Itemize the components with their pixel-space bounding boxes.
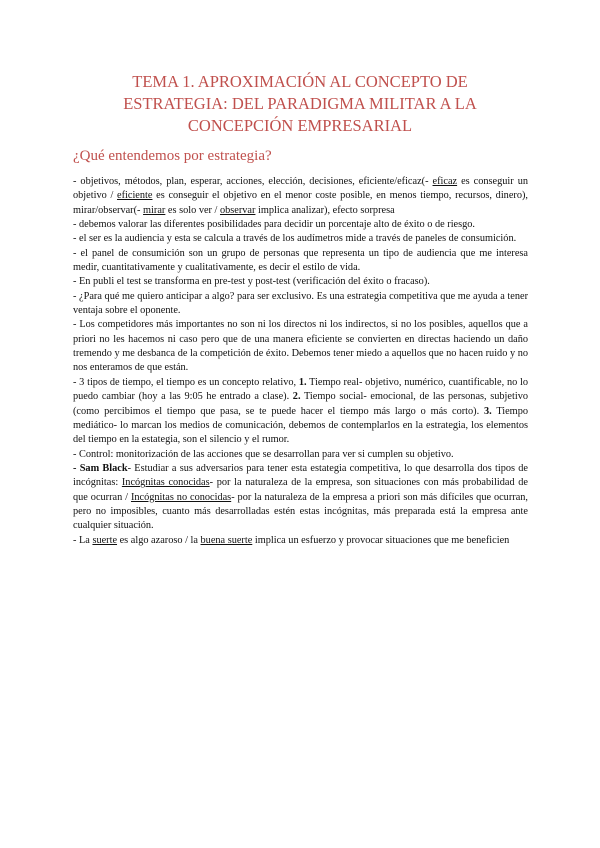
paragraph-control: - Control: monitorización de las acciones que se desarrollan para ver si cumplen su objetivo.: [73, 448, 454, 460]
paragraph-audiencia: - el ser es la audiencia y esta se calcula a través de los audímetros mide a través de paneles de consumición.: [73, 233, 517, 245]
section-heading: ¿Qué entendemos por estrategia?: [73, 148, 272, 164]
document-title: [60, 71, 540, 137]
paragraph-panel: - el panel de consumición son un grupo de personas que representa un tipo de audiencia que me interesa medir, cuantitativamente y cualitativamente, es decir el estilo de vida.: [73, 247, 528, 274]
paragraph-definitions: - objetivos, métodos, plan, esperar, acciones, elección, decisiones, eficiente/eficaz(- eficaz es conseguir un objetivo / eficiente es conseguir el objetivo en el menor coste posible, en menos tiempo, recursos, dinero), mirar/observar(- mirar es solo ver / observar implica analizar), efecto sorpresa: [73, 176, 528, 216]
title-line-3: CONCEPCIÓN EMPRESARIAL: [187, 116, 413, 135]
underlined-term: observar: [219, 204, 256, 216]
underlined-term: buena suerte: [200, 534, 253, 546]
title-line-1: TEMA 1. APROXIMACIÓN AL CONCEPTO DE: [132, 72, 468, 91]
paragraph-test: - En publi el test se transforma en pre-test y post-test (verificación del éxito o fracaso).: [73, 276, 430, 288]
underlined-term: Incógnitas conocidas: [121, 477, 210, 489]
paragraph-sam-black: - Sam Black- Estudiar a sus adversarios para tener esta estategia competitiva, lo que desarrolla dos tipos de incógnitas: Incógnitas conocidas- por la naturaleza de la empresa, son situaciones con más probabilidad de que ocurran / Incógnitas no conocidas- por la naturaleza de la empresa a priori son más difíciles que ocurran, pero no imposibles, cuanto más desarrolladas estén estas incógnitas, más preparada está la empresa ante cualquier situación.: [73, 462, 528, 532]
paragraph-suerte: - La suerte es algo azaroso / la buena suerte implica un esfuerzo y provocar situaciones que me beneficien: [73, 534, 510, 546]
underlined-term: mirar: [143, 204, 166, 216]
underlined-term: suerte: [92, 534, 118, 546]
title-line-2: ESTRATEGIA: DEL PARADIGMA MILITAR A LA: [123, 94, 477, 113]
paragraph-valorar: - debemos valorar las diferentes posibilidades para decidir un porcentaje alto de éxito o de riesgo.: [73, 219, 476, 231]
underlined-term: eficaz: [432, 176, 458, 187]
paragraph-tiempo: - 3 tipos de tiempo, el tiempo es un concepto relativo, 1. Tiempo real- objetivo, numérico, cuantificable, no lo puedo cambiar (hoy a las 9:05 he entrado a clase). 2. Tiempo social- emocional, de las personas, subjetivo (como percibimos el tiempo que pasa, se te puede hacer el tiempo más largo o más corto). 3. Tiempo mediático- lo marcan los medios de comunicación, debemos de contemplarlos en la estrategia, los elementos del tiempo en la estategia, son el silencio y el rumor.: [73, 376, 529, 446]
paragraph-competidores: - Los competidores más importantes no son ni los directos ni los indirectos, si no los posibles, aquellos que a priori no les hacemos ni caso pero que de una manera eficiente se convierten en directas haciendo un daño tremendo y me desbanca de la competición de éxito. Debemos tener miedo a aquellos que no hacen ruido y no nos enteramos de que están.: [73, 319, 528, 374]
paragraph-anticipar: - ¿Para qué me quiero anticipar a algo? para ser exclusivo. Es una estrategia competitiva que me ayuda a tener ventaja sobre el oponente.: [73, 290, 528, 317]
underlined-term: eficiente: [117, 190, 153, 202]
underlined-term: Incógnitas no conocidas: [130, 491, 232, 503]
bold-name: - Sam Black: [73, 462, 128, 474]
document-body: [73, 175, 528, 548]
